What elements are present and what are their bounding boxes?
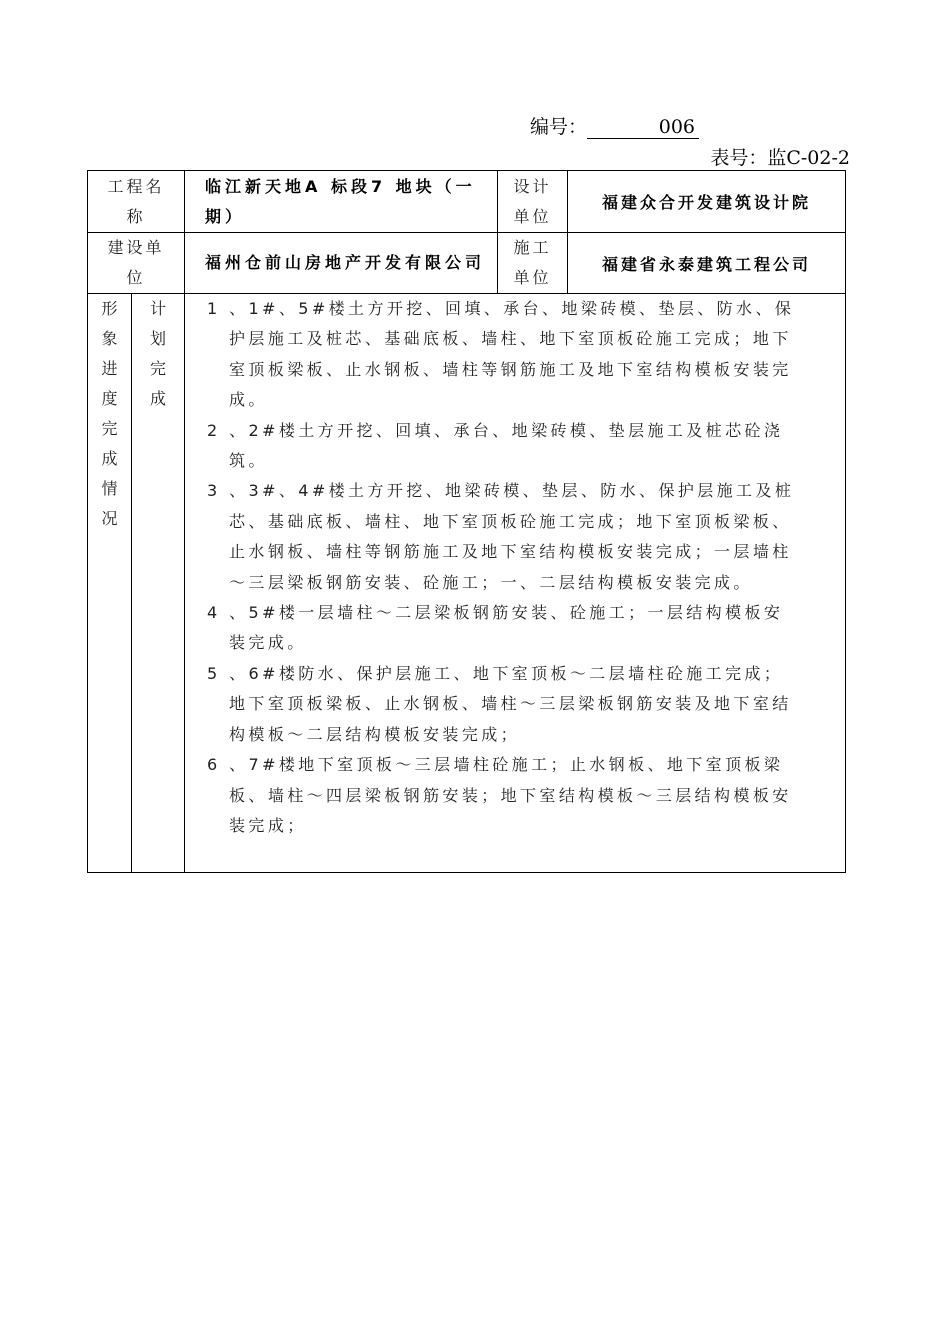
progress-item: 3 、3#、4#楼土方开挖、地梁砖模、垫层、防水、保护层施工及桩芯、基础底板、墙柱、地下室顶板砼施工完成；地下室顶板梁板、止水钢板、墙柱等钢筋施工及地下室结构模板安装完成；一层墙柱～三层梁板钢筋安装、砼施工；一、二层结构模板安装完成。 <box>207 481 795 592</box>
contractor-label: 施工 单位 <box>498 233 568 294</box>
project-name-value: 临江新天地A 标段7 地块（一期） <box>185 171 498 233</box>
progress-item: 6 、7#楼地下室顶板～三层墙柱砼施工；止水钢板、地下室顶板梁板、墙柱～四层梁板钢筋安装；地下室结构模板～三层结构模板安装完成； <box>207 755 792 835</box>
progress-items <box>185 294 846 873</box>
project-name-label: 工程名 称 <box>88 171 185 233</box>
serial-label: 编号： <box>530 116 588 138</box>
design-unit-value: 福建众合开发建筑设计院 <box>568 171 846 233</box>
progress-item: 4 、5#楼一层墙柱～二层梁板钢筋安装、砼施工；一层结构模板安装完成。 <box>207 603 784 653</box>
contractor-value: 福建省永泰建筑工程公司 <box>568 233 846 294</box>
progress-report-table <box>87 170 846 873</box>
progress-item: 5 、6#楼防水、保护层施工、地下室顶板～二层墙柱砼施工完成；地下室顶板梁板、止水钢板、墙柱～三层梁板钢筋安装及地下室结构模板～二层结构模板安装完成； <box>207 663 792 744</box>
serial-number <box>530 112 699 139</box>
builder-label: 建设单 位 <box>88 233 185 294</box>
plan-complete-label: 计 划 完 成 <box>132 294 185 873</box>
project-name-row <box>88 171 846 233</box>
form-number: 表号：监C-02-2 <box>710 147 850 169</box>
progress-item: 1 、1#、5#楼土方开挖、回填、承台、地梁砖模、垫层、防水、保护层施工及桩芯、基础底板、墙柱、地下室顶板砼施工完成；地下室顶板梁板、止水钢板、墙柱等钢筋施工及地下室结构模板安装完成。 <box>207 299 795 410</box>
progress-row <box>88 294 846 873</box>
progress-section-label: 形 象 进 度 完 成 情 况 <box>88 294 132 873</box>
builder-row <box>88 233 846 294</box>
builder-value: 福州仓前山房地产开发有限公司 <box>185 233 498 294</box>
design-unit-label: 设计 单位 <box>498 171 568 233</box>
progress-item: 2 、2#楼土方开挖、回填、承台、地梁砖模、垫层施工及桩芯砼浇筑。 <box>207 420 784 471</box>
serial-value: 006 <box>587 116 699 139</box>
